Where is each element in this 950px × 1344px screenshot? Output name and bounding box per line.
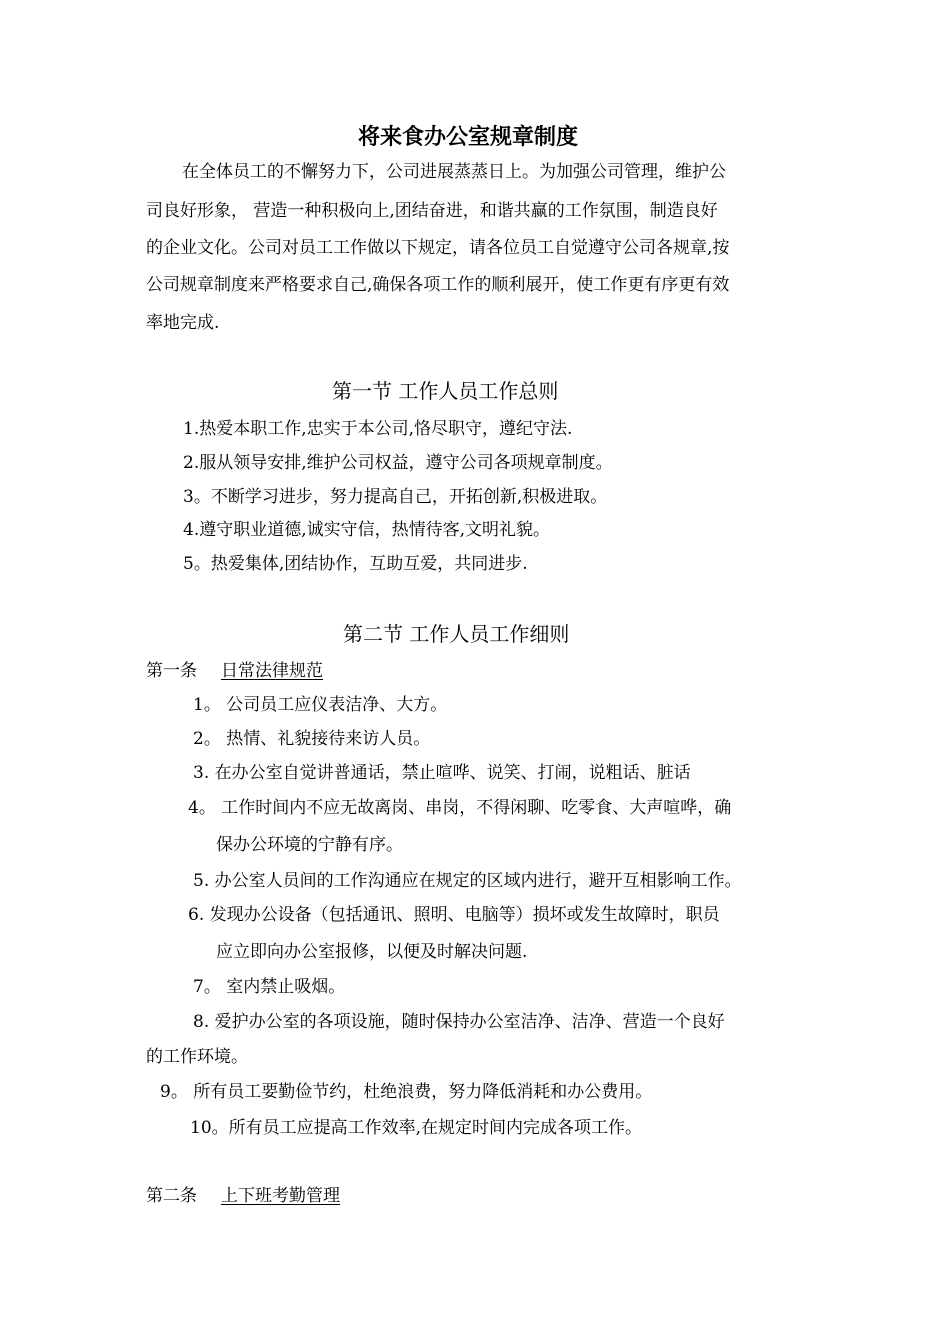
section-2-item: 2。 热情、礼貌接待来访人员。	[193, 729, 431, 749]
intro-line: 司良好形象， 营造一种积极向上,团结奋进，和谐共赢的工作氛围，制造良好	[146, 201, 718, 221]
section-1-item: 3。不断学习进步，努力提高自己，开拓创新,积极进取。	[183, 487, 608, 507]
intro-line: 的企业文化。公司对员工工作做以下规定，请各位员工自觉遵守公司各规章,按	[146, 238, 730, 258]
article-2-label: 第二条	[146, 1186, 197, 1206]
section-2-item: 8. 爱护办公室的各项设施，随时保持办公室洁净、洁净、营造一个良好	[193, 1012, 725, 1032]
article-1-label: 第一条	[146, 661, 197, 681]
section-1-item: 5。热爱集体,团结协作，互助互爱，共同进步.	[183, 554, 528, 574]
section-2-item: 4。 工作时间内不应无故离岗、串岗，不得闲聊、吃零食、大声喧哗，确	[188, 798, 732, 818]
section-2-item: 1。 公司员工应仪表洁净、大方。	[193, 695, 448, 715]
article-2-title: 上下班考勤管理	[221, 1186, 340, 1206]
section-1-item: 2.服从领导安排,维护公司权益，遵守公司各项规章制度。	[183, 453, 613, 473]
section-2-heading: 第二节 工作人员工作细则	[343, 622, 570, 646]
section-2-item: 6. 发现办公设备（包括通讯、照明、电脑等）损坏或发生故障时，职员	[188, 905, 720, 925]
intro-line: 率地完成.	[146, 313, 220, 333]
section-1-heading: 第一节 工作人员工作总则	[332, 379, 559, 403]
section-2-item-continuation: 保办公环境的宁静有序。	[216, 835, 403, 855]
intro-line: 在全体员工的不懈努力下，公司进展蒸蒸日上。为加强公司管理，维护公	[182, 162, 726, 182]
section-2-item: 3. 在办公室自觉讲普通话，禁止喧哗、说笑、打闹，说粗话、脏话	[193, 763, 691, 783]
section-2-item: 10。所有员工应提高工作效率,在规定时间内完成各项工作。	[190, 1118, 643, 1138]
document-title: 将来食办公室规章制度	[358, 124, 579, 150]
article-1-title: 日常法律规范	[221, 661, 323, 681]
section-2-item: 7。 室内禁止吸烟。	[193, 977, 346, 997]
intro-line: 公司规章制度来严格要求自己,确保各项工作的顺利展开，使工作更有序更有效	[146, 275, 730, 295]
section-2-item-continuation: 应立即向办公室报修，以便及时解决问题.	[216, 942, 528, 962]
section-1-item: 1.热爱本职工作,忠实于本公司,恪尽职守，遵纪守法.	[183, 419, 573, 439]
section-1-item: 4.遵守职业道德,诚实守信，热情待客,文明礼貌。	[183, 520, 551, 540]
section-2-item-continuation: 的工作环境。	[146, 1047, 248, 1067]
section-2-item: 5. 办公室人员间的工作沟通应在规定的区域内进行，避开互相影响工作。	[193, 871, 742, 891]
section-2-item: 9。 所有员工要勤俭节约，杜绝浪费，努力降低消耗和办公费用。	[160, 1082, 653, 1102]
